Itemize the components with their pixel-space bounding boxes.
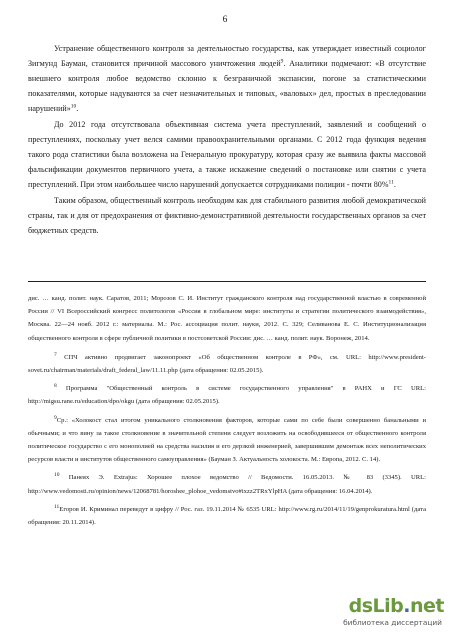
footnote-9: $^9$Ср.: «Холокост стал итогом уникального столкновения факторов, которые сами по себе были совершенно банальными и обычными; и что вину за такое столкновение в значительной степени следует возложить на освободившееся от общественного контроля политическое государство с его монополией на средства насилия и его дерзкой инженерией, завершившим демонтаж всех неполитических ресурсов власти и институтов общественного самоуправления» (Бауман З. Актуальность холокоста. М.: Европа, 2012. С. 14). bbox=[28, 414, 426, 464]
dslib-watermark[interactable] bbox=[316, 595, 444, 633]
footnote-ref-11[interactable]: 11 bbox=[388, 179, 394, 186]
footnote-8: $^8$ Программа "Общественный контроль в системе государственного управления" в РАНХ и ГС URL: http://migsu.rane.ru/education/dpo/okgu (дата обращения: 02.05.2015). bbox=[28, 383, 426, 406]
footnote-ref-9[interactable]: 9 bbox=[280, 58, 284, 65]
footnote-mark-7: 7 bbox=[54, 351, 57, 358]
footnote-11: $^{11}$Егоров И. Криминал переведут в цифру // Рос. газ. 19.11.2014 № 6535 URL: http://www.rg.ru/2014/11/19/genprokuratura.html (дата обращения: 20.11.2014). bbox=[28, 503, 426, 527]
paragraph-2: До 2012 года отсутствовала объективная система учета преступлений, заявлений и сообщений о преступлениях, поскольку учет велся самими правоохранительными органами. С 2012 года функция ведения такого рода статистики была возложена на Генеральную прокуратуру, которая сразу же выявила факты массовой фальсификации документов первичного учета, а также искажение сведений о постановке или снятии с учета преступлений. При этом наибольшее число нарушений допускается сотрудниками полиции - почти 80%$^{11}$. bbox=[28, 120, 426, 189]
footnote-ref-10[interactable]: 10 bbox=[70, 103, 77, 110]
dslib-logo: dsLib.net bbox=[348, 595, 444, 617]
footnote-7: $^7$ СПЧ активно продвигает законопроект «Об общественном контроле в РФ», см. URL: http://www.president-sovet.ru/chairman/materials/draft_federal_law/11.11.php (дата обращения: 02.05.2015). bbox=[28, 351, 426, 375]
page-number: 6 bbox=[222, 15, 228, 25]
main-text bbox=[28, 41, 426, 238]
footnote-continuation: дис. … канд. полит. наук. Саратов, 2011; Морозов С. И. Институт гражданского контроля над государственной властью в современной России // VI Всероссийский конгресс политологов «Россия в глобальном мире: институты и стратегии политического взаимодействия», Москва. 22—24 нояб. 2012 г.: материалы. М.: Рос. ассоциация полит. науки, 2012. С. 329; Селиванова Е. С. Институционализация общественного контроля в сфере публичной политики в постсоветской России: дис. … канд. полит. наук. Воронеж, 2014. bbox=[28, 295, 426, 342]
footnote-mark-8: 8 bbox=[54, 383, 57, 390]
paragraph-3: Таким образом, общественный контроль необходим как для стабильного развития любой демократической страны, так и для от предохранения от фиктивно-демонстративной деятельности государственных органов за счет бюджетных средств. bbox=[28, 196, 426, 235]
paragraph-1: Устранение общественного контроля за деятельностью государства, как утверждает известный социолог Зигмунд Бауман, становится причиной массового уничтожения людей$^9$. Аналитики подмечают: «В отсутствие внешнего контроля любое ведомство склонно к безграничной экспансии, погоне за статистическими показателями, которые надуваются за счет незначительных и типовых, «валовых» дел, простых в преследовании нарушений»$^{10}$. bbox=[28, 44, 426, 113]
footnotes bbox=[28, 292, 426, 534]
footnote-10: $^{10}$ Панеях Э. Extrajus: Хорошее плохое ведомство // Ведомости. 16.05.2013. № 83 (3345). URL: http://www.vedomosti.ru/opinion/news/12068781/horoshee_plohoe_vedomstvo#ixzz2TRxYlpHA (дата обращения: 16.04.2014). bbox=[28, 472, 426, 495]
footnote-mark-11: 11 bbox=[54, 503, 60, 510]
dslib-subtitle: библиотека диссертаций bbox=[343, 618, 442, 627]
footnote-mark-9: 9 bbox=[54, 414, 57, 421]
footnote-mark-10: 10 bbox=[54, 472, 60, 479]
footnote-divider bbox=[28, 281, 426, 282]
